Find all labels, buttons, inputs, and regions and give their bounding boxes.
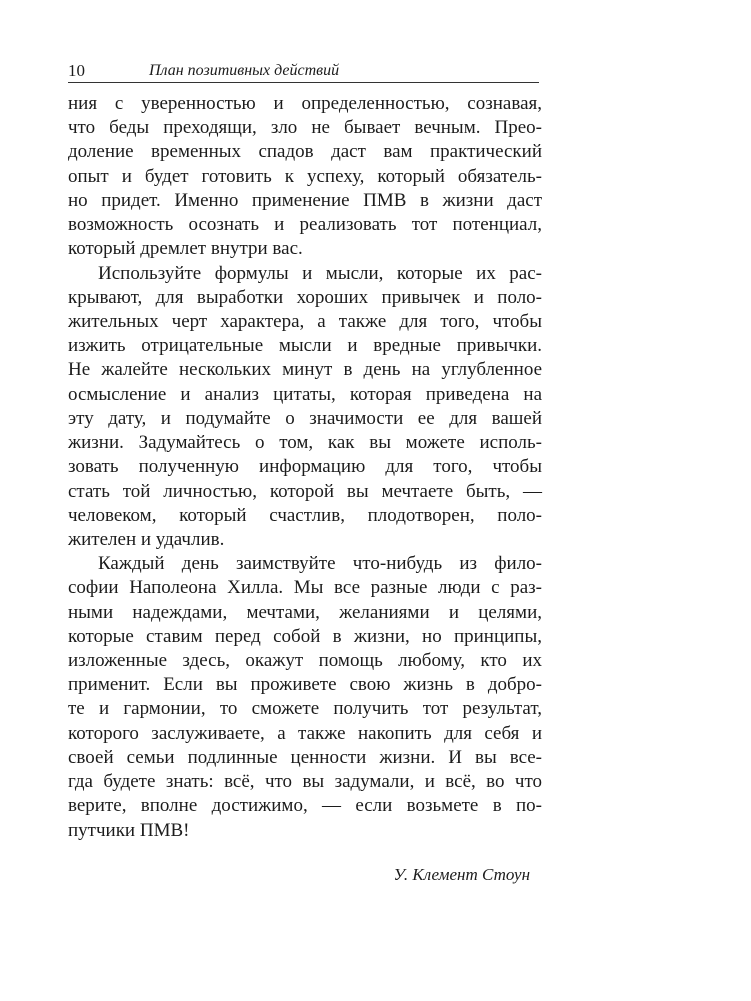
text-line: которого заслуживаете, а также накопить для себя и (68, 722, 542, 744)
text-line: которые ставим перед собой в жизни, но принципы, (68, 625, 542, 647)
text-line: но придет. Именно применение ПМВ в жизни даст (68, 189, 542, 211)
paragraph (68, 262, 542, 553)
text-line: гда будете знать: всё, что вы задумали, и всё, во что (68, 771, 542, 793)
text-line: который дремлет внутри вас. (68, 238, 303, 260)
author-signature: У. Клемент Стоун (393, 865, 530, 884)
text-line: Каждый день заимствуйте что-нибудь из фило- (98, 553, 542, 575)
text-line: изложенные здесь, окажут помощь любому, кто их (68, 650, 542, 672)
text-line: Не жалейте нескольких минут в день на углубленное (68, 359, 542, 381)
text-line: жительных черт характера, а также для того, чтобы (68, 310, 542, 332)
text-line: жизни. Задумайтесь о том, как вы можете исполь- (68, 432, 542, 454)
body-text (68, 92, 542, 843)
text-line: доление временных спадов даст вам практический (68, 141, 542, 163)
text-line: путчики ПМВ! (68, 819, 190, 841)
text-line: возможность осознать и реализовать тот потенциал, (68, 214, 542, 236)
text-line: ния с уверенностью и определенностью, сознавая, (68, 93, 542, 114)
text-line: изжить отрицательные мысли и вредные привычки. (68, 335, 542, 357)
text-line: человеком, который счастлив, плодотворен, поло- (68, 504, 542, 526)
paragraph (68, 92, 542, 262)
text-line: те и гармонии, то сможете получить тот результат, (68, 698, 542, 720)
running-header (68, 62, 539, 83)
text-line: стать той личностью, которой вы мечтаете быть, — (68, 480, 542, 502)
text-line: применит. Если вы проживете свою жизнь в добро- (68, 674, 542, 696)
page-number: 10 (68, 61, 85, 80)
text-line: крывают, для выработки хороших привычек и поло- (68, 286, 542, 308)
text-line: Используйте формулы и мысли, которые их рас- (98, 262, 542, 284)
text-line: эту дату, и подумайте о значимости ее для вашей (68, 407, 542, 429)
text-line: жителен и удачлив. (68, 528, 225, 550)
text-line: опыт и будет готовить к успеху, который обязатель- (68, 165, 542, 187)
running-title: План позитивных действий (149, 62, 340, 79)
text-line: ными надеждами, мечтами, желаниями и целями, (68, 601, 542, 623)
text-line: своей семьи подлинные ценности жизни. И вы все- (68, 746, 542, 768)
paragraph (68, 552, 542, 843)
text-line: что беды преходящи, зло не бывает вечным. Прео- (68, 117, 542, 139)
text-line: верите, вполне достижимо, — если возьмете в по- (68, 795, 542, 817)
text-line: осмысление и анализ цитаты, которая приведена на (68, 383, 542, 405)
text-line: зовать полученную информацию для того, чтобы (68, 456, 542, 478)
text-line: софии Наполеона Хилла. Мы все разные люди с раз- (68, 577, 542, 599)
